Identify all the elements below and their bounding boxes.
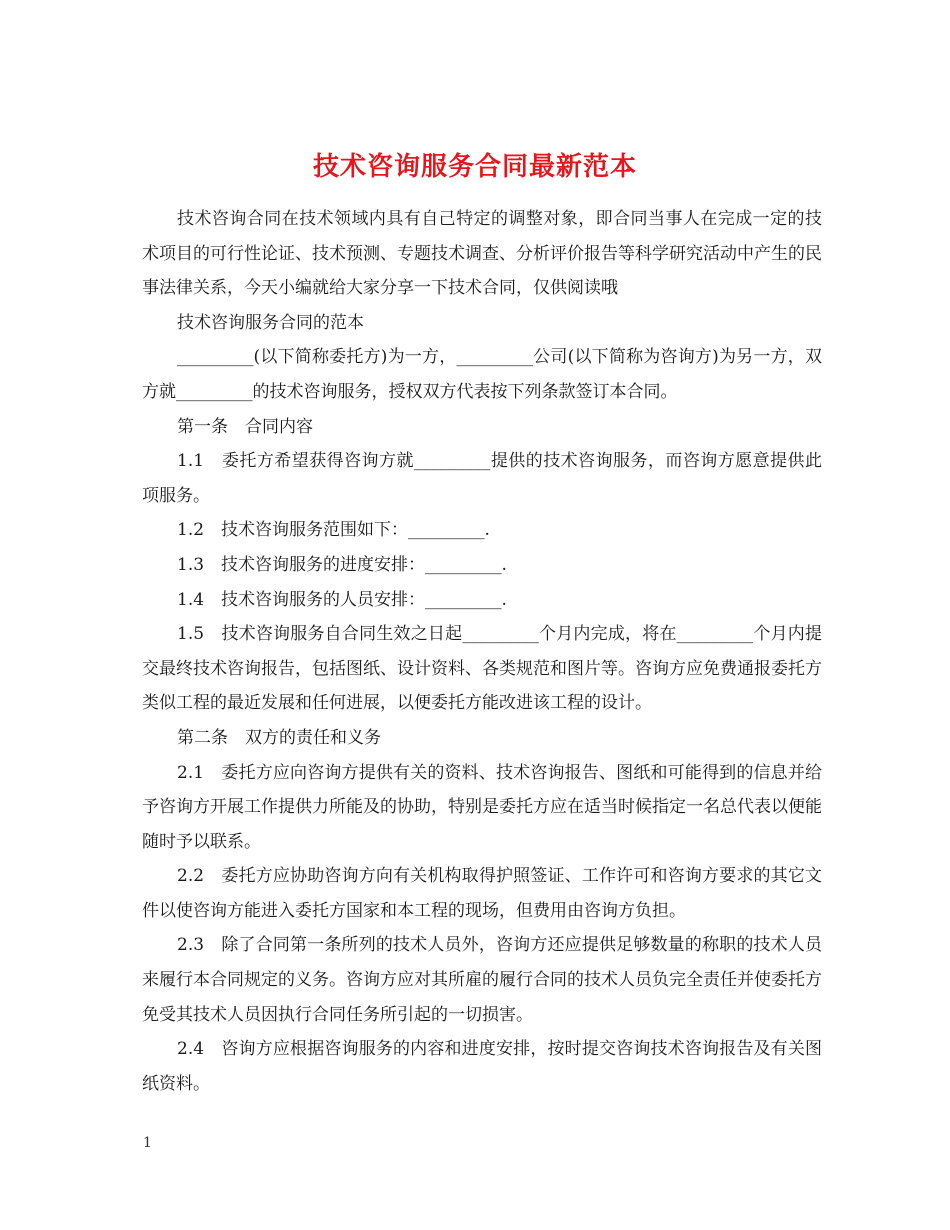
clause-1-2: 1.2 技术咨询服务范围如下：_________. <box>177 520 490 541</box>
page-title: 技术咨询服务合同最新范本 <box>312 152 637 183</box>
clause-2-3: 2.3 除了合同第一条所列的技术人员外，咨询方还应提供足够数量的称职的技术人员来履行本合同规定的义务。咨询方应对其所雇的履行合同的技术人员负完全责任并使委托方免受其技术人员因执行合同任务所引起的一切损害。 <box>142 935 822 1025</box>
page-number: 1 <box>143 1135 152 1151</box>
paragraph-intro: 技术咨询合同在技术领域内具有自己特定的调整对象，即合同当事人在完成一定的技术项目的可行性论证、技术预测、专题技术调查、分析评价报告等科学研究活动中产生的民事法律关系，今天小编就给大家分享一下技术合同，仅供阅读哦 <box>142 209 822 299</box>
paragraph-parties: _________(以下简称委托方)为一方，_________公司(以下简称为咨询方)为另一方，双方就_________的技术咨询服务，授权双方代表按下列条款签订本合同。 <box>142 347 822 402</box>
clause-1-3: 1.3 技术咨询服务的进度安排：_________. <box>177 554 507 575</box>
clause-2-2: 2.2 委托方应协助咨询方向有关机构取得护照签证、工作许可和咨询方要求的其它文件以使咨询方能进入委托方国家和本工程的现场，但费用由咨询方负担。 <box>142 866 822 921</box>
clause-2-4: 2.4 咨询方应根据咨询服务的内容和进度安排，按时提交咨询技术咨询报告及有关图纸资料。 <box>142 1039 822 1094</box>
article-1-heading: 第一条 合同内容 <box>177 416 313 437</box>
clause-2-1: 2.1 委托方应向咨询方提供有关的资料、技术咨询报告、图纸和可能得到的信息并给予咨询方开展工作提供力所能及的协助，特别是委托方应在适当时候指定一名总代表以便能随时予以联系。 <box>142 762 822 852</box>
article-2-heading: 第二条 双方的责任和义务 <box>177 727 381 748</box>
paragraph-template-heading: 技术咨询服务合同的范本 <box>177 312 364 333</box>
document-body <box>142 202 822 1101</box>
clause-1-4: 1.4 技术咨询服务的人员安排：_________. <box>177 589 507 610</box>
clause-1-5: 1.5 技术咨询服务自合同生效之日起_________个月内完成，将在_________个月内提交最终技术咨询报告，包括图纸、设计资料、各类规范和图片等。咨询方应免费通报委托方类似工程的最近发展和任何进展，以便委托方能改进该工程的设计。 <box>142 624 822 714</box>
clause-1-1: 1.1 委托方希望获得咨询方就_________提供的技术咨询服务，而咨询方愿意提供此项服务。 <box>142 451 822 506</box>
